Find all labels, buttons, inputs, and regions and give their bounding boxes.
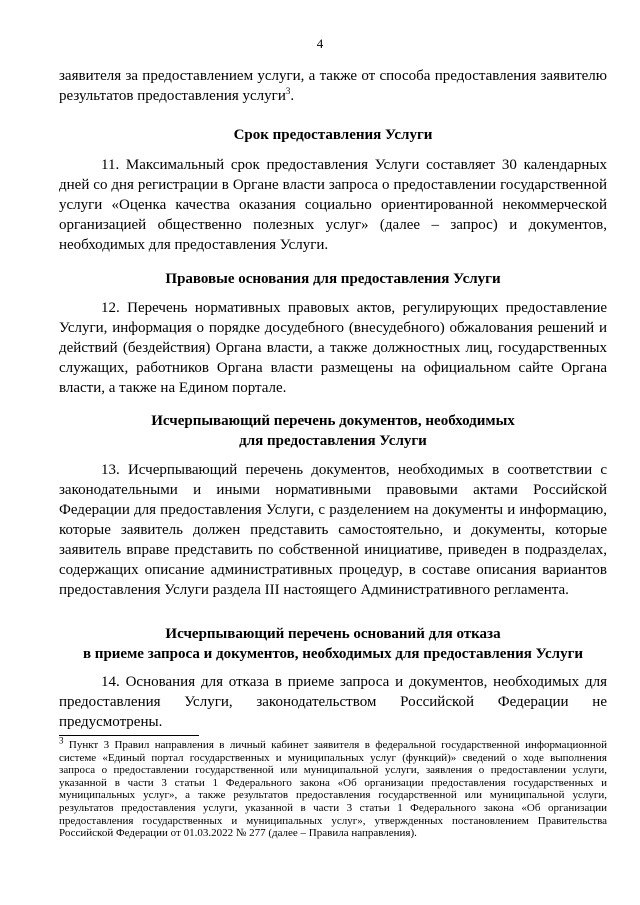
section-heading-refusal-line2: в приеме запроса и документов, необходимых для предоставления Услуги bbox=[82, 646, 584, 662]
paragraph-14: 14. Основания для отказа в приеме запроса и документов, необходимых для предоставления Услуги, законодательством Российской Федерации не предусмотрены. bbox=[59, 674, 607, 730]
intro-text: заявителя за предоставлением услуги, а также от способа предоставления заявителю результатов предоставления услуги bbox=[59, 68, 607, 104]
page-number: 4 bbox=[316, 36, 324, 51]
paragraph-11: 11. Максимальный срок предоставления Услуги составляет 30 календарных дней со дня регистрации в Органе власти запроса о предоставлении государственной услуги «Оценка качества оказания социально ориентированной некоммерческой организацией общественно полезных услуг» (далее – запрос) и документов, необходимых для предоставления Услуги. bbox=[59, 157, 607, 253]
paragraph-12: 12. Перечень нормативных правовых актов, регулирующих предоставление Услуги, информация о порядке досудебного (внесудебного) обжалования решений и действий (бездействия) Органа власти, а также должностных лиц, государственных служащих, работников Органа власти размещены на официальном сайте Органа власти, а также на Едином портале. bbox=[59, 300, 607, 396]
section-heading-refusal-grounds bbox=[59, 624, 607, 664]
footnote-separator bbox=[59, 735, 199, 736]
section-heading-documents-line2: для предоставления Услуги bbox=[239, 433, 427, 449]
paragraph-13: 13. Исчерпывающий перечень документов, необходимых в соответствии с законодательными и иными нормативными правовыми актами Российской Федерации для предоставления Услуги, с разделением на документы и информацию, которые заявитель должен представить самостоятельно, и документы, которые заявитель вправе представить по собственной инициативе, приведен в подразделах, содержащих описание административных процедур, в составе описания вариантов предоставления Услуги раздела III настоящего Административного регламента. bbox=[59, 462, 607, 598]
footnote-reference: 3 bbox=[285, 86, 291, 96]
footnote-text: Пункт 3 Правил направления в личный кабинет заявителя в федеральной государственной информационной системе «Единый портал государственных и муниципальных услуг (функций)» сведений о ходе выполнения запроса о предоставлении государственной или муниципальной услуги, заявления о предоставлении услуги, указанной в части 3 статьи 1 Федерального закона «Об организации предоставления государственных и муниципальных услуг», а также результатов предоставления государственной или муниципальной услуги, результатов предоставления услуги, указанной в части 3 статьи 1 Федерального закона «Об организации предоставления государственных и муниципальных услуг», утвержденных постановлением Правительства Российской Федерации от 01.03.2022 № 277 (далее – Правила направления). bbox=[59, 739, 607, 840]
section-heading-documents-line1: Исчерпывающий перечень документов, необходимых bbox=[151, 413, 515, 429]
intro-paragraph: заявителя за предоставлением услуги, а также от способа предоставления заявителю результатов предоставления услуги$^3$. bbox=[59, 68, 607, 104]
section-heading-legal-basis: Правовые основания для предоставления Услуги bbox=[165, 271, 501, 287]
footnote-mark: 3 bbox=[59, 735, 64, 746]
section-heading-documents bbox=[59, 411, 607, 451]
footnote bbox=[59, 735, 607, 840]
section-heading-refusal-line1: Исчерпывающий перечень оснований для отказа bbox=[165, 626, 501, 642]
section-heading-term: Срок предоставления Услуги bbox=[233, 127, 433, 143]
